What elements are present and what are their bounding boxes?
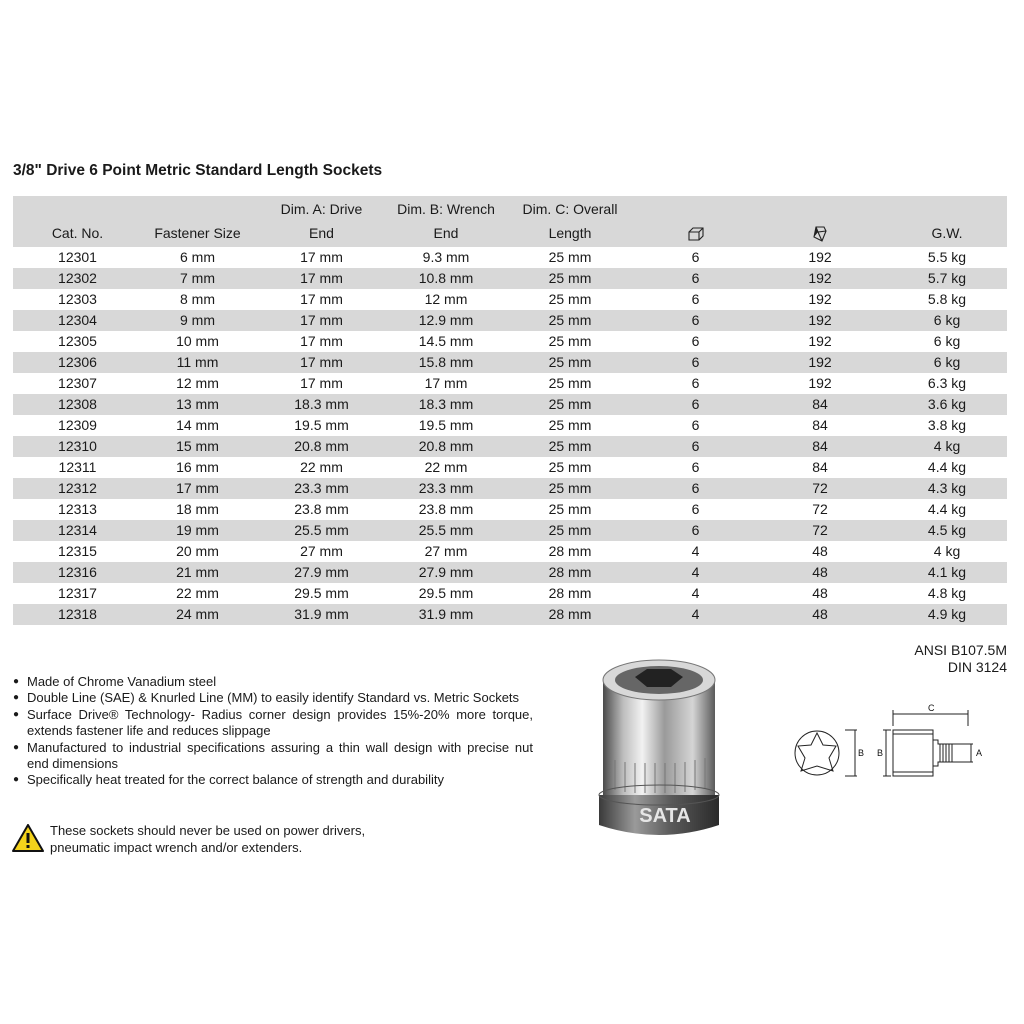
- cell-carton-qty: 192: [808, 249, 832, 265]
- table-row: [13, 499, 1007, 520]
- cell-dim-a: 17 mm: [253, 268, 390, 289]
- cell-fastener-size: 21 mm: [142, 562, 253, 583]
- cell-carton-qty: 192: [753, 352, 887, 373]
- cell-carton-qty: 48: [812, 585, 828, 601]
- spec-table: [13, 196, 1007, 625]
- cell-carton-qty: 72: [753, 520, 887, 541]
- cell-dim-c: 25 mm: [502, 268, 638, 289]
- cell-dim-a: 17 mm: [253, 352, 390, 373]
- cell-fastener-size: 22 mm: [176, 585, 219, 601]
- cell-dim-a: 23.8 mm: [294, 501, 349, 517]
- table-row: [13, 373, 1007, 394]
- cell-dim-a: 17 mm: [253, 310, 390, 331]
- cell-dim-b: 9.3 mm: [422, 249, 470, 265]
- header-dim-a-end: End: [253, 220, 390, 247]
- cell-gross-weight: 6 kg: [887, 310, 1007, 331]
- cell-dim-a: 18.3 mm: [253, 394, 390, 415]
- cell-fastener-size: 15 mm: [142, 436, 253, 457]
- diagram-label-b-hex: B: [858, 748, 865, 758]
- feature-item: ● Manufactured to industrial specifications assuring a thin wall design with precise nut end dimensions: [13, 740, 533, 773]
- socket-photo: [585, 655, 735, 855]
- cell-dim-c: 25 mm: [548, 501, 592, 517]
- cell-gross-weight: 6 kg: [933, 333, 961, 349]
- cell-dim-b: 25.5 mm: [390, 520, 502, 541]
- cell-dim-b: 15.8 mm: [390, 352, 502, 373]
- cell-dim-b: 19.5 mm: [418, 417, 474, 433]
- cell-gross-weight: 5.5 kg: [927, 249, 967, 265]
- cell-fastener-size: 11 mm: [142, 352, 253, 373]
- cell-cat-no: 12314: [13, 520, 142, 541]
- warning-note: [12, 822, 532, 856]
- cell-carton-qty: 84: [753, 436, 887, 457]
- cell-carton-qty: 192: [808, 291, 832, 307]
- cell-fastener-size: 17 mm: [142, 478, 253, 499]
- table-row: [13, 457, 1007, 478]
- cell-dim-c: 25 mm: [548, 417, 592, 433]
- cell-fastener-size: 18 mm: [176, 501, 219, 517]
- cell-cat-no: 12301: [58, 249, 97, 265]
- cell-dim-b: 20.8 mm: [390, 436, 502, 457]
- table-row: [13, 415, 1007, 436]
- diagram-label-b-side: B: [877, 748, 884, 758]
- cell-carton-qty: 48: [753, 604, 887, 625]
- cell-gross-weight: 4.4 kg: [927, 501, 967, 517]
- cell-box-qty: 6: [691, 501, 700, 517]
- cell-fastener-size: 19 mm: [142, 520, 253, 541]
- cell-carton-qty: 84: [812, 417, 828, 433]
- table-row: [13, 289, 1007, 310]
- standards: [914, 642, 1007, 676]
- cell-cat-no: 12317: [58, 585, 97, 601]
- cell-dim-b: 12 mm: [424, 291, 468, 307]
- cell-dim-b: 10.8 mm: [390, 268, 502, 289]
- cell-box-qty: 6: [691, 291, 700, 307]
- cell-gross-weight: 4.8 kg: [927, 585, 967, 601]
- cell-gross-weight: 4.4 kg: [927, 459, 967, 475]
- cell-carton-qty: 192: [808, 333, 832, 349]
- cell-fastener-size: 9 mm: [142, 310, 253, 331]
- header-dim-b: Dim. B: Wrench: [390, 196, 502, 220]
- diagram-label-a: A: [976, 748, 983, 758]
- table-row: [13, 247, 1007, 268]
- cell-fastener-size: 10 mm: [176, 333, 219, 349]
- cell-box-qty: 6: [638, 268, 753, 289]
- table-row: [13, 436, 1007, 457]
- cell-box-qty: 4: [691, 585, 700, 601]
- cell-carton-qty: 84: [812, 459, 828, 475]
- cell-cat-no: 12303: [58, 291, 97, 307]
- header-dim-a: Dim. A: Drive: [253, 196, 390, 220]
- cell-gross-weight: 4.5 kg: [887, 520, 1007, 541]
- cell-dim-c: 28 mm: [548, 585, 592, 601]
- cell-cat-no: 12312: [13, 478, 142, 499]
- header-gw: G.W.: [887, 220, 1007, 247]
- cell-cat-no: 12308: [13, 394, 142, 415]
- cell-dim-c: 25 mm: [548, 333, 592, 349]
- header-dim-c: Dim. C: Overall: [502, 196, 638, 220]
- table-row: [13, 268, 1007, 289]
- cell-box-qty: 6: [691, 417, 700, 433]
- cell-box-qty: 6: [638, 436, 753, 457]
- cell-box-qty: 4: [638, 562, 753, 583]
- cell-fastener-size: 16 mm: [176, 459, 219, 475]
- cell-dim-a: 17 mm: [300, 249, 343, 265]
- cell-carton-qty: 192: [808, 375, 832, 391]
- cell-dim-c: 28 mm: [502, 562, 638, 583]
- cell-cat-no: 12313: [58, 501, 97, 517]
- cell-dim-a: 22 mm: [300, 459, 343, 475]
- cell-box-qty: 6: [691, 375, 700, 391]
- cell-dim-a: 23.3 mm: [253, 478, 390, 499]
- warning-icon: [12, 824, 44, 852]
- cell-cat-no: 12305: [58, 333, 97, 349]
- cell-cat-no: 12302: [13, 268, 142, 289]
- table-row: [13, 541, 1007, 562]
- cell-dim-c: 25 mm: [548, 249, 592, 265]
- cell-dim-c: 25 mm: [502, 352, 638, 373]
- table-header-row-1: [13, 196, 1007, 220]
- cell-cat-no: 12318: [13, 604, 142, 625]
- cell-dim-b: 12.9 mm: [390, 310, 502, 331]
- cell-dim-b: 18.3 mm: [390, 394, 502, 415]
- feature-item: ● Surface Drive® Technology- Radius corner design provides 15%-20% more torque, extends fastener life and reduces slippage: [13, 707, 533, 740]
- cell-gross-weight: 4.9 kg: [887, 604, 1007, 625]
- carton-icon: [813, 226, 827, 242]
- standard-ansi: ANSI B107.5M: [914, 642, 1007, 658]
- cell-carton-qty: 48: [753, 562, 887, 583]
- cell-gross-weight: 5.7 kg: [887, 268, 1007, 289]
- cell-cat-no: 12304: [13, 310, 142, 331]
- cell-box-qty: 6: [638, 352, 753, 373]
- cell-box-qty: 6: [638, 478, 753, 499]
- dimension-diagram: [785, 700, 1000, 795]
- cell-cat-no: 12309: [58, 417, 97, 433]
- cell-carton-qty: 48: [812, 543, 828, 559]
- cell-gross-weight: 4 kg: [933, 543, 961, 559]
- cell-dim-c: 25 mm: [502, 520, 638, 541]
- cell-dim-a: 27 mm: [300, 543, 343, 559]
- feature-item: ● Made of Chrome Vanadium steel: [13, 674, 533, 690]
- cell-carton-qty: 84: [753, 394, 887, 415]
- table-row: [13, 520, 1007, 541]
- table-row: [13, 604, 1007, 625]
- cell-fastener-size: 20 mm: [176, 543, 219, 559]
- cell-dim-c: 25 mm: [502, 310, 638, 331]
- cell-dim-c: 25 mm: [548, 375, 592, 391]
- cell-dim-b: 17 mm: [424, 375, 468, 391]
- cell-gross-weight: 4.1 kg: [887, 562, 1007, 583]
- table-row: [13, 562, 1007, 583]
- cell-gross-weight: 4.3 kg: [887, 478, 1007, 499]
- brand-label: SATA: [639, 805, 691, 827]
- cell-dim-b: 23.8 mm: [418, 501, 474, 517]
- cell-dim-a: 17 mm: [300, 375, 343, 391]
- cell-dim-a: 19.5 mm: [294, 417, 349, 433]
- table-row: [13, 583, 1007, 604]
- header-fastener-size: Fastener Size: [142, 220, 253, 247]
- cell-fastener-size: 6 mm: [180, 249, 215, 265]
- cell-dim-b: 31.9 mm: [390, 604, 502, 625]
- table-row: [13, 394, 1007, 415]
- cell-dim-b: 23.3 mm: [390, 478, 502, 499]
- cell-cat-no: 12316: [13, 562, 142, 583]
- header-cat-no: Cat. No.: [13, 220, 142, 247]
- cell-gross-weight: 3.6 kg: [887, 394, 1007, 415]
- warning-text-line2: pneumatic impact wrench and/or extenders.: [50, 840, 303, 855]
- cell-dim-b: 27.9 mm: [390, 562, 502, 583]
- cell-box-qty: 4: [691, 543, 700, 559]
- cell-fastener-size: 7 mm: [142, 268, 253, 289]
- cell-fastener-size: 8 mm: [180, 291, 215, 307]
- cell-carton-qty: 72: [812, 501, 828, 517]
- cell-cat-no: 12307: [58, 375, 97, 391]
- cell-dim-a: 17 mm: [300, 291, 343, 307]
- cell-cat-no: 12315: [58, 543, 97, 559]
- cell-fastener-size: 14 mm: [176, 417, 219, 433]
- cell-dim-c: 25 mm: [502, 478, 638, 499]
- cell-cat-no: 12306: [13, 352, 142, 373]
- cell-gross-weight: 5.8 kg: [927, 291, 967, 307]
- cell-gross-weight: 4 kg: [887, 436, 1007, 457]
- cell-box-qty: 6: [638, 394, 753, 415]
- table-header-row-2: [13, 220, 1007, 247]
- cell-dim-a: 29.5 mm: [294, 585, 349, 601]
- cell-dim-a: 31.9 mm: [253, 604, 390, 625]
- cell-dim-a: 25.5 mm: [253, 520, 390, 541]
- cell-gross-weight: 6.3 kg: [927, 375, 967, 391]
- cell-box-qty: 6: [638, 310, 753, 331]
- table-row: [13, 352, 1007, 373]
- feature-item: ● Double Line (SAE) & Knurled Line (MM) to easily identify Standard vs. Metric Sockets: [13, 690, 533, 706]
- cell-fastener-size: 24 mm: [142, 604, 253, 625]
- cell-dim-b: 22 mm: [424, 459, 468, 475]
- cell-dim-c: 28 mm: [502, 604, 638, 625]
- cell-box-qty: 6: [691, 459, 700, 475]
- cell-dim-c: 28 mm: [548, 543, 592, 559]
- header-dim-c-length: Length: [502, 220, 638, 247]
- cell-fastener-size: 13 mm: [142, 394, 253, 415]
- warning-text-line1: These sockets should never be used on power drivers,: [50, 823, 366, 838]
- cell-dim-b: 14.5 mm: [418, 333, 474, 349]
- box-icon: [688, 227, 704, 241]
- cell-dim-c: 25 mm: [502, 436, 638, 457]
- table-row: [13, 478, 1007, 499]
- cell-dim-a: 20.8 mm: [253, 436, 390, 457]
- cell-box-qty: 6: [638, 520, 753, 541]
- cell-dim-a: 17 mm: [300, 333, 343, 349]
- standard-din: DIN 3124: [947, 659, 1007, 675]
- table-row: [13, 331, 1007, 352]
- feature-item: ● Specifically heat treated for the correct balance of strength and durability: [13, 772, 533, 788]
- diagram-label-c: C: [928, 703, 935, 713]
- table-row: [13, 310, 1007, 331]
- cell-carton-qty: 72: [753, 478, 887, 499]
- feature-list: [13, 674, 533, 789]
- cell-box-qty: 6: [691, 249, 700, 265]
- cell-gross-weight: 3.8 kg: [927, 417, 967, 433]
- cell-carton-qty: 192: [753, 268, 887, 289]
- cell-cat-no: 12310: [13, 436, 142, 457]
- cell-dim-c: 25 mm: [548, 291, 592, 307]
- cell-dim-a: 27.9 mm: [253, 562, 390, 583]
- cell-dim-c: 25 mm: [502, 394, 638, 415]
- cell-dim-b: 29.5 mm: [418, 585, 474, 601]
- cell-dim-b: 27 mm: [424, 543, 468, 559]
- cell-gross-weight: 6 kg: [887, 352, 1007, 373]
- cell-box-qty: 4: [638, 604, 753, 625]
- cell-cat-no: 12311: [58, 459, 97, 475]
- cell-dim-c: 25 mm: [548, 459, 592, 475]
- cell-carton-qty: 192: [753, 310, 887, 331]
- cell-fastener-size: 12 mm: [176, 375, 219, 391]
- header-dim-b-end: End: [390, 220, 502, 247]
- cell-box-qty: 6: [691, 333, 700, 349]
- page-title: 3/8" Drive 6 Point Metric Standard Length Sockets: [13, 162, 383, 179]
